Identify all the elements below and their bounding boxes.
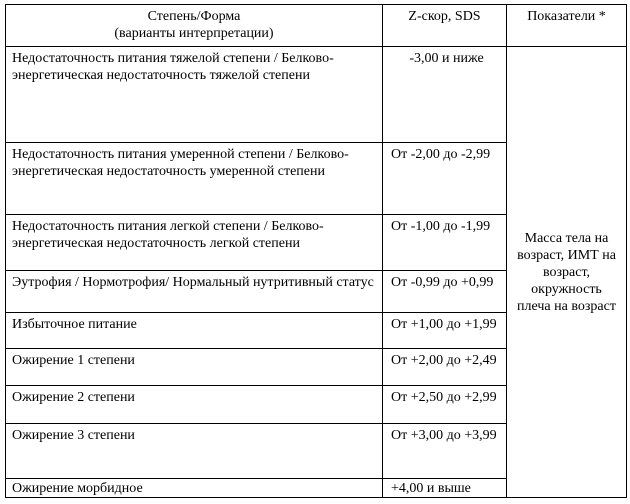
indicators-cell: Масса тела на возраст, ИМТ на возраст, окружность плеча на возраст: [507, 47, 627, 498]
row-z-mild: От -1,00 до -1,99: [383, 215, 507, 271]
row-z-obesity-3: От +3,00 до +3,99: [383, 424, 507, 479]
table-row: [6, 47, 627, 143]
row-z-moderate: От -2,00 до -2,99: [383, 143, 507, 215]
header-row: [6, 5, 627, 47]
row-z-morbid: +4,00 и выше: [383, 479, 507, 498]
row-z-normal: От -0,99 до +0,99: [383, 271, 507, 313]
row-z-overweight: От +1,00 до +1,99: [383, 313, 507, 349]
row-form-obesity-2: Ожирение 2 степени: [6, 386, 383, 424]
row-form-overweight: Избыточное питание: [6, 313, 383, 349]
header-form: [6, 5, 383, 47]
header-z-score: Z-скор, SDS: [383, 5, 507, 47]
row-form-obesity-1: Ожирение 1 степени: [6, 349, 383, 386]
row-form-normal: Эутрофия / Нормотрофия/ Нормальный нутритивный статус: [6, 271, 383, 313]
header-indicators: Показатели *: [507, 5, 627, 47]
row-form-obesity-3: Ожирение 3 степени: [6, 424, 383, 479]
row-z-obesity-2: От +2,50 до +2,99: [383, 386, 507, 424]
header-form-title: Степень/Форма: [147, 9, 241, 24]
row-form-moderate: Недостаточность питания умеренной степени / Белково-энергетическая недостаточность умеренной степени: [6, 143, 383, 215]
header-form-subtitle: (варианты интерпретации): [114, 26, 274, 41]
nutrition-status-table: [5, 4, 627, 498]
row-form-morbid: Ожирение морбидное: [6, 479, 383, 498]
row-z-severe: -3,00 и ниже: [383, 47, 507, 143]
row-form-mild: Недостаточность питания легкой степени / Белково-энергетическая недостаточность легкой степени: [6, 215, 383, 271]
row-form-severe: Недостаточность питания тяжелой степени / Белково-энергетическая недостаточность тяжелой степени: [6, 47, 383, 143]
row-z-obesity-1: От +2,00 до +2,49: [383, 349, 507, 386]
